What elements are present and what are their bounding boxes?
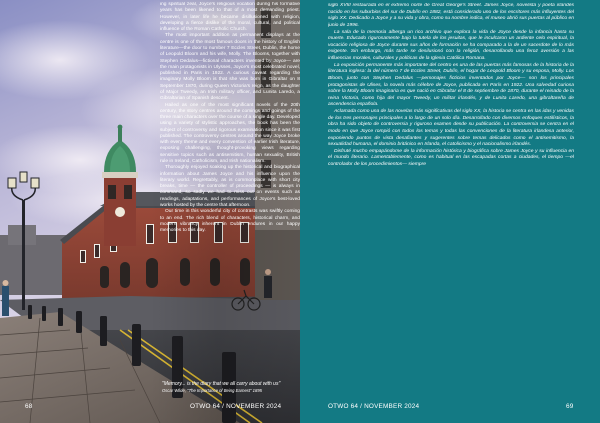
left-magazine-issue: OTWO 64 / NOVEMBER 2024 [190, 403, 282, 410]
spanish-paragraph: Disfruté mucho empapándome de la información histórica y biográfica sobre James Joyce y su influencia en el mundo literario. Lamentablemente, como es habitual en las escapadas cortas a ciudades, el tiempo —el controlador de los procedimientos— siempre [328, 148, 574, 167]
left-page-number: 68 [25, 403, 33, 410]
english-paragraph: Our time in this wonderful city of contrasts was swiftly coming to an end. The rich blend of characters, historical charm, and modern vibrancy inherent in Dublin endures in our happy memories to this day. [160, 209, 300, 234]
english-paragraph: Hailed as one of the most significant novels of the 20th century, the story centres around the comings and goings of the three main characters over the course of a single day. Developed using a variety of stylistic approaches, the book has been the subject of controversy and rigorous examination since it was first published. The controversy centres around the way Joyce broke with every theme and every convention of earlier Irish literature, exposing challenging, thought-provoking views regarding sensitive topics such as antisemitism, human sexuality, British rule in Ireland, Catholicism, and Irish nationalism. [160, 102, 300, 165]
english-paragraph: The most important addition as permanent displays at the centre is one of the most famous doors in the history of English literature—the door to number 7 Eccles Street, Dublin, the home of Leopold Bloom and his wife, Molly. The Blooms, together with Stephen Dedalus—fictional characters invented by Joyce— are the main protagonists in Ulysses, Joyce's most celebrated novel, published in Paris in 1922. A curious caveat regarding the imaginary Molly Bloom is that she was born in Gibraltar on 8 September 1870, during Queen Victoria's reign, as the daughter of Major Tweedy, an Irish military officer, and Lunita Laredo, a Gibraltarian of Spanish descent. [160, 33, 300, 102]
spanish-paragraph: La exposición permanente más importante del centro es una de las puertas más famosas de la historia de la literatura inglesa: la del número 7 de Eccles Street, Dublín, el hogar de Leopold Bloom y su esposa, Molly. Los Bloom, junto con Stephen Dedalus —personajes ficticios inventados por Joyce— son los principales protagonistas de Ulises, la novela más célebre de Joyce, publicada en París en 1922. Una salvedad curiosa sobre la Molly Bloom imaginaria es que nació en Gibraltar el 8 de septiembre de 1870, durante el reinado de la reina Victoria, como hija del mayor Tweedy, un militar irlandés, y de Lunita Laredo, una gibraltareña de ascendencia española. [328, 62, 574, 108]
spanish-paragraph: La sala de la memoria alberga un rico archivo que explora la vida de Joyce desde la infancia hasta su muerte. Educado rigurosamente bajo la tutela de los jesuitas, que le inculcaron un ardiente celo espiritual, la vocación religiosa de Joyce durante sus años de formación se ha comparado a la de un sacerdote de lo más exigente. Sin embargo, más tarde se desilusionó con la religión, desarrollando una feroz aversión a las influencias morales, culturales y políticas de la Iglesia Católica Romana. [328, 29, 574, 61]
quote-source: Oscar Wilde, "The Importance of Being Earnest" 1895 [162, 388, 262, 394]
english-paragraph: ing spiritual zeal, Joyce's religious vocation during his formative years has been likened to that of a most demanding priest. However, in later life he became disillusioned with religion, developing a fierce dislike of the moral, cultural, and political influence of the Roman Catholic Church. [160, 2, 300, 33]
quote-text: "Memory... is the diary that we all carry about with us" [162, 381, 281, 387]
english-paragraph: Thoroughly enjoyed soaking up the historical and biographical information about James Joyce and his influence upon the literary world. Regrettably, as is commonplace with short city breaks, time — the controller of proceedings — is always in command, so sadly we had to miss out on events such as readings, adaptations, and performances of Joyce's best-loved works hosted by the centre that afternoon. [160, 165, 300, 208]
spanish-article-column [328, 3, 574, 389]
pull-quote [162, 381, 292, 394]
spanish-paragraph: siglo XVIII restaurada en el extremo norte de Great George's Street. James Joyce, novelista y poeta irlandés nacido en los suburbios del sur de Dublín en 1882, está considerado uno de los escritores más influyentes del siglo XX. Dedicado a Joyce y a su vida y obra, como su nombre indica, el museo abrió sus puertas al público en junio de 1996. [328, 3, 574, 28]
english-article-column [160, 2, 300, 392]
right-magazine-issue: OTWO 64 / NOVEMBER 2024 [328, 403, 420, 410]
spanish-paragraph: Aclamada como una de las novelas más significativas del siglo XX, la historia se centra en las idas y venidas de los tres personajes principales a lo largo de un solo día. Desarrollado con diversos enfoques estilísticos, la obra ha sido objeto de controversia y riguroso examen desde su publicación. La controversia se centra en el modo en que Joyce rompió con todos los temas y todas las convenciones de la literatura irlandesa anterior, exponiendo puntos de vista desafiantes y sugerentes sobre temas delicados como el antisemitismo, la sexualidad humana, el dominio británico en Irlanda, el catolicismo y el nacionalismo irlandés. [328, 109, 574, 148]
right-page [300, 0, 600, 423]
right-page-number: 69 [566, 403, 574, 410]
